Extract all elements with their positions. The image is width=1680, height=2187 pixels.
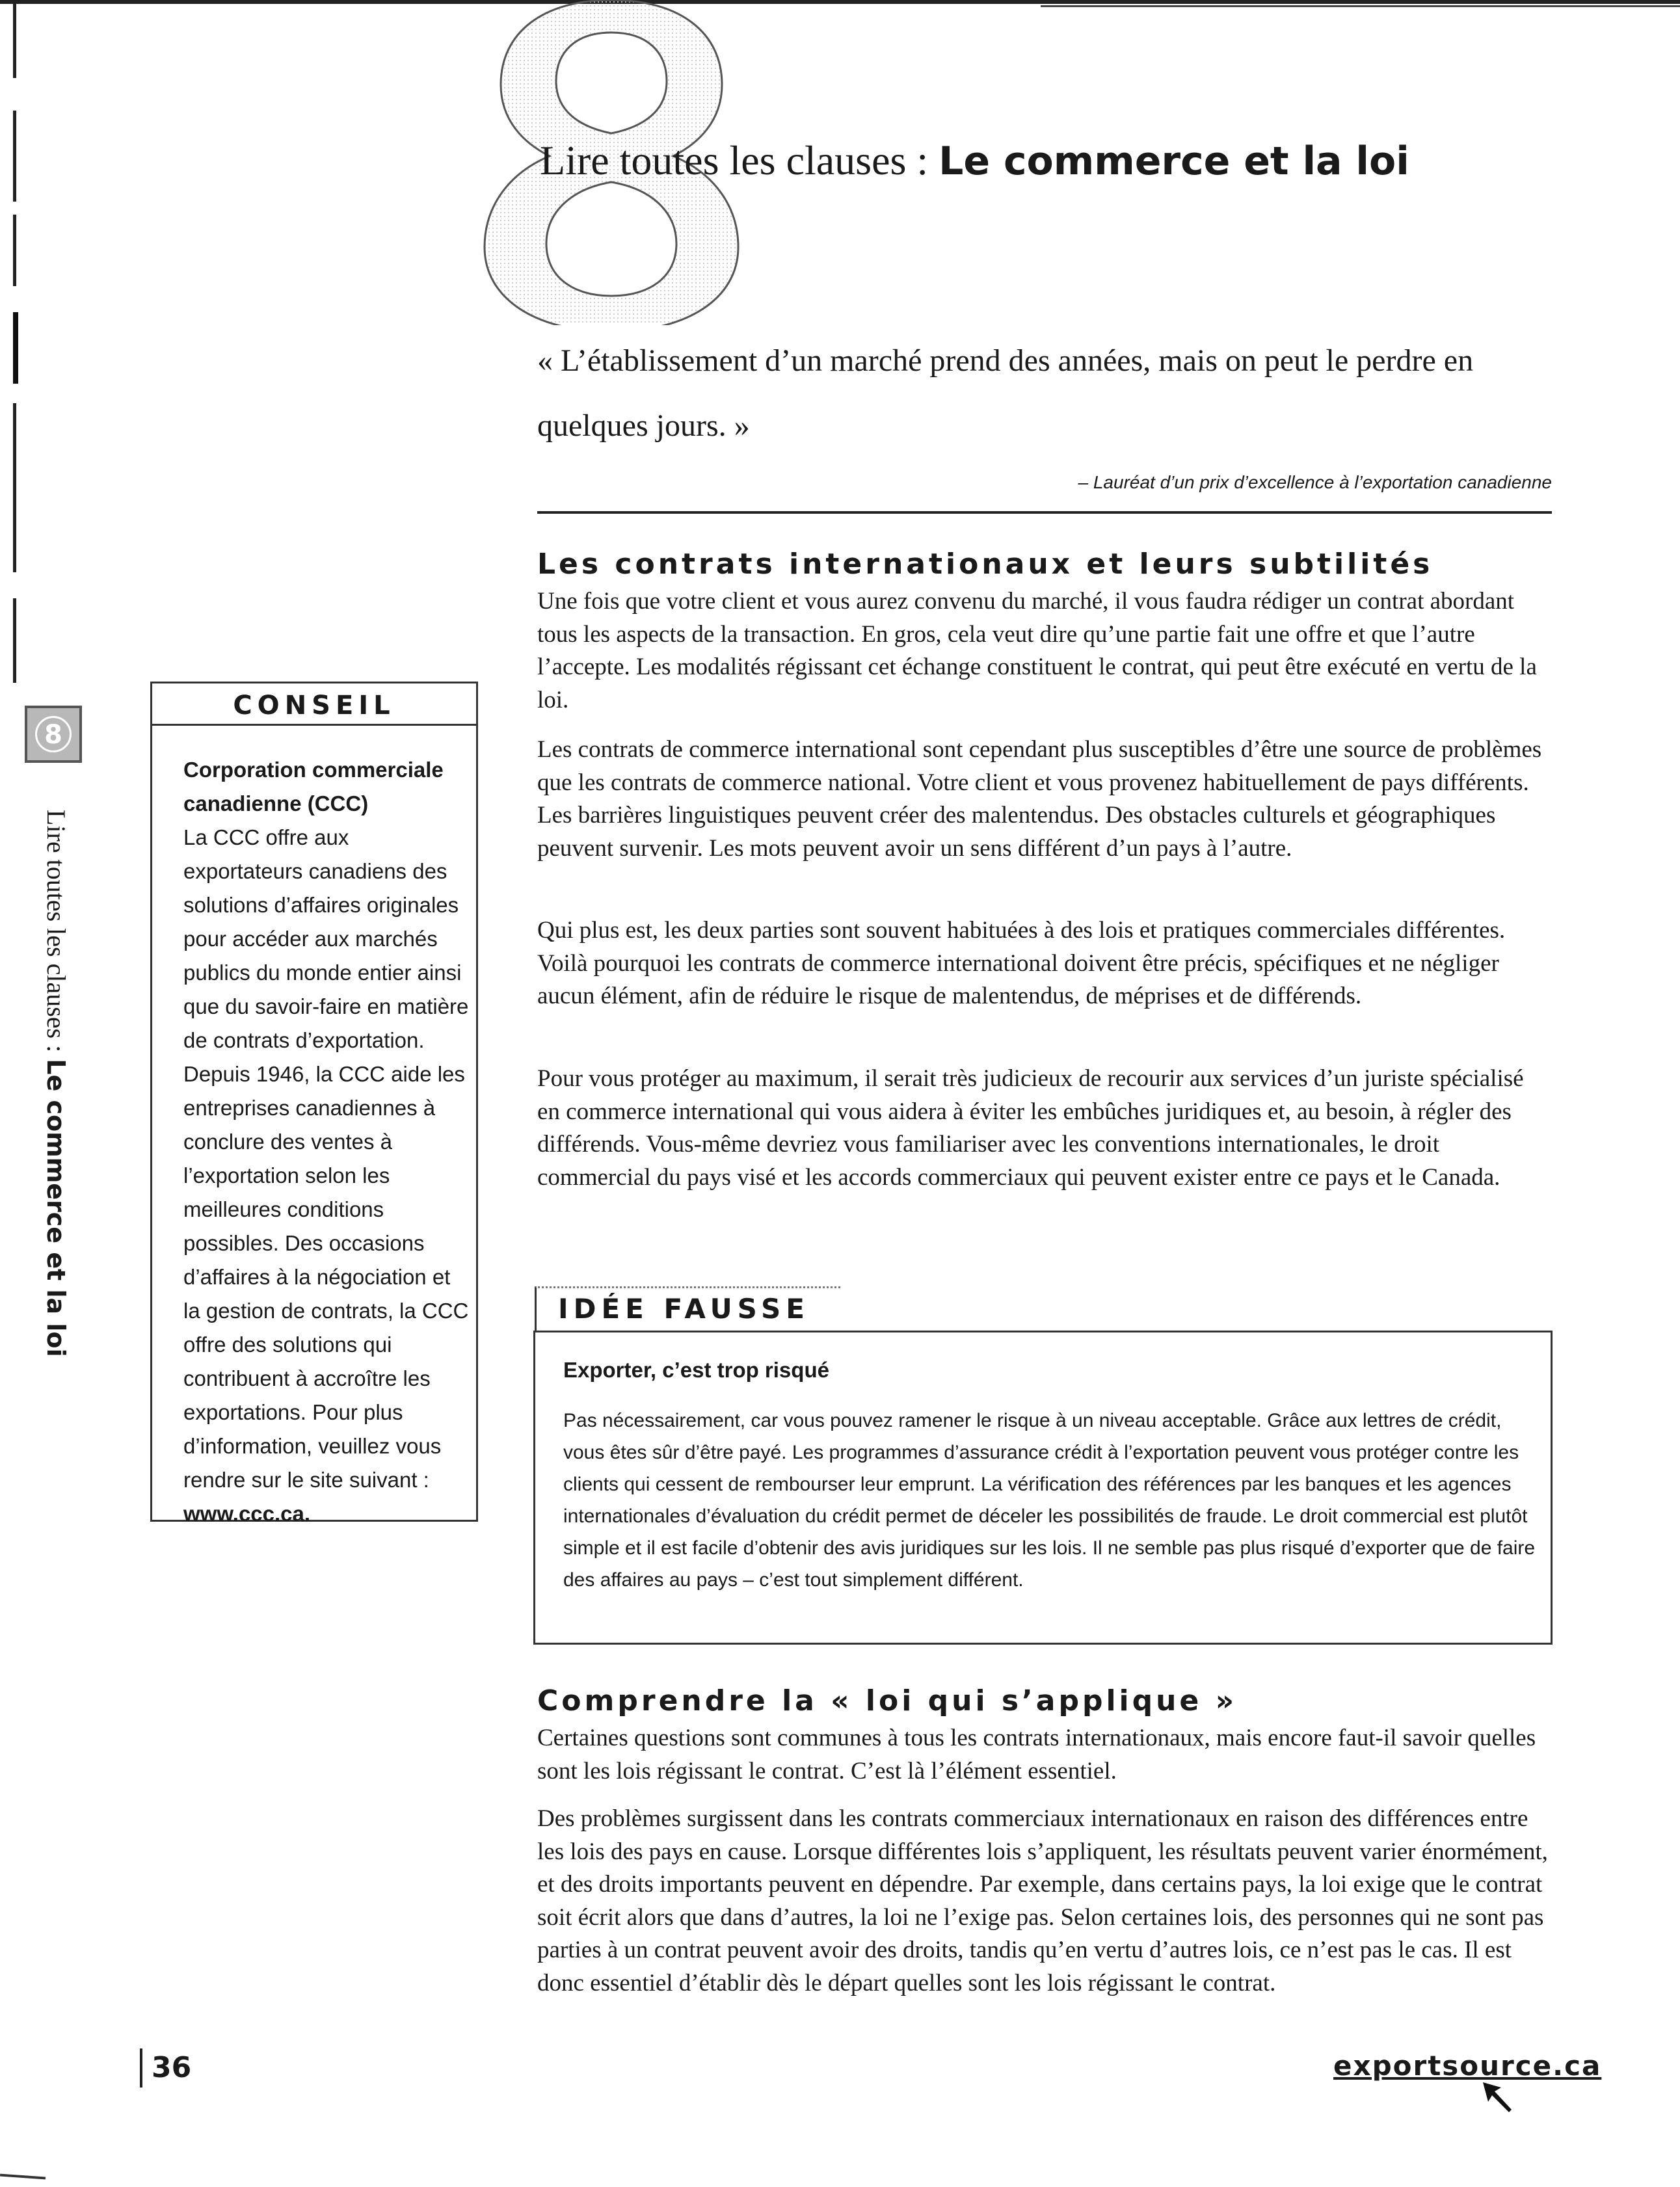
chapter-title (540, 137, 1409, 185)
side-title-bold: Le commerce et la loi (42, 1059, 70, 1357)
scan-left-mark (13, 403, 16, 572)
idee-fausse-heading: IDÉE FAUSSE (558, 1293, 810, 1325)
scan-left-mark (13, 0, 16, 78)
scan-top-edge (0, 0, 1680, 4)
scan-corner-mark (0, 2174, 46, 2180)
scan-left-mark (13, 215, 16, 286)
running-side-title (41, 810, 72, 1357)
chapter-tab-number: 8 (35, 716, 72, 752)
section1-paragraph: Qui plus est, les deux parties sont souvent habituées à des lois et pratiques commerciales différentes. Voilà pourquoi les contrats de commerce international doivent être précis, spécifiques et ne négliger aucun élément, afin de réduire le risque de malentendus, de méprises et de différends. (537, 917, 1506, 1009)
idee-fausse-body: Pas nécessairement, car vous pouvez ramener le risque à un niveau acceptable. Grâce aux lettres de crédit, vous êtes sûr d’être payé. Les programmes d’assurance crédit à l’exportation peuvent vous protéger contre les clients qui cessent de rembourser leur emprunt. La vérification des références par les banques et les agences internationales d’évaluation du crédit permet de déceler les possibilités de fraude. Le droit commercial est plutôt simple et il est facile d’obtenir des avis juridiques sur les lois. Il ne semble pas plus risqué d’exporter que de faire des affaires au pays – c’est tout simplement différent. (563, 1410, 1536, 1591)
section1-paragraph: Les contrats de commerce international sont cependant plus susceptibles d’être une source de problèmes que les contrats de commerce national. Votre client et vous provenez habituellement de pays différents. Les barrières linguistiques peuvent créer des malentendus. Des obstacles culturels et géographiques peuvent survenir. Les mots peuvent avoir un sens différent d’un pays à l’autre. (537, 736, 1542, 862)
conseil-title: Corporation commerciale canadienne (CCC) (183, 758, 444, 815)
section1-paragraph: Une fois que votre client et vous aurez convenu du marché, il vous faudra rédiger un contrat abordant tous les aspects de la transaction. En gros, cela veut dire qu’une partie fait une offre et que l’autre l’accepte. Les modalités régissant cet échange constituent le contrat, qui peut être exécuté en vertu de la loi. (537, 588, 1537, 713)
chapter-title-bold: Le commerce et la loi (939, 139, 1409, 184)
side-title-lead: Lire toutes les clauses : (42, 810, 71, 1059)
conseil-body (183, 753, 470, 1531)
page-number: 36 (140, 2048, 191, 2088)
conseil-url-link[interactable]: www.ccc.ca. (183, 1502, 311, 1526)
section2-paragraph: Certaines questions sont communes à tous les contrats internationaux, mais encore faut-il savoir quelles sont les lois régissant le contrat. C’est là l’élément essentiel. (537, 1725, 1536, 1784)
cursor-arrow-icon (1482, 2081, 1514, 2114)
footer-site-link[interactable]: exportsource.ca (1333, 2050, 1602, 2082)
idee-fausse-title: Exporter, c’est trop risqué (563, 1358, 829, 1382)
chapter-title-lead: Lire toutes les clauses : (540, 137, 939, 183)
section1-paragraph: Pour vous protéger au maximum, il serait très judicieux de recourir aux services d’un juriste spécialisé en commerce international qui vous aidera à éviter les embûches juridiques et, au besoin, à régler des différends. Vous-même devriez vous familiariser avec les conventions internationales, le droit commercial du pays visé et les accords commerciaux qui peuvent exister entre ce pays et le Canada. (537, 1065, 1524, 1191)
header-rule (537, 511, 1552, 514)
chapter-tab-icon (25, 706, 82, 763)
section2-paragraph: Des problèmes surgissent dans les contrats commerciaux internationaux en raison des différences entre les lois des pays en cause. Lorsque différentes lois s’appliquent, les résultats peuvent varier énormément, et des droits importants peuvent en dépendre. Par exemple, dans certains pays, la loi exige que le contrat soit écrit alors que dans d’autres, la loi ne l’exige pas. Selon certaines lois, des personnes qui ne sont pas parties à un contrat peuvent avoir des droits, tandis qu’en vertu d’autres lois, ce n’est pas le cas. Il est donc essentiel d’établir dès le départ quelles sont les lois régissant le contrat. (537, 1805, 1548, 1996)
scan-left-mark (13, 111, 16, 202)
scan-left-mark (13, 312, 18, 384)
conseil-heading: CONSEIL (152, 683, 476, 726)
scan-left-mark (13, 598, 16, 683)
section-heading-applicable-law: Comprendre la « loi qui s’applique » (537, 1684, 1238, 1717)
section-heading-contracts: Les contrats internationaux et leurs subtilités (537, 548, 1433, 581)
scan-top-edge-2 (1041, 5, 1680, 7)
epigraph-attribution: – Lauréat d’un prix d’excellence à l’exportation canadienne (1078, 472, 1552, 492)
conseil-text: La CCC offre aux exportateurs canadiens des solutions d’affaires originales pour accéder aux marchés publics du monde entier ainsi que du savoir-faire en matière de contrats d’exportation. Depuis 1946, la CCC aide les entreprises canadiennes à conclure des ventes à l’exportation selon les meilleures conditions possibles. Des occasions d’affaires à la négociation et la gestion de contrats, la CCC offre des solutions qui contribuent à accroître les exportations. Pour plus d’information, veuillez vous rendre sur le site suivant : (183, 825, 469, 1492)
epigraph-quote: « L’établissement d’un marché prend des années, mais on peut le perdre en quelques jours. » (537, 343, 1474, 443)
